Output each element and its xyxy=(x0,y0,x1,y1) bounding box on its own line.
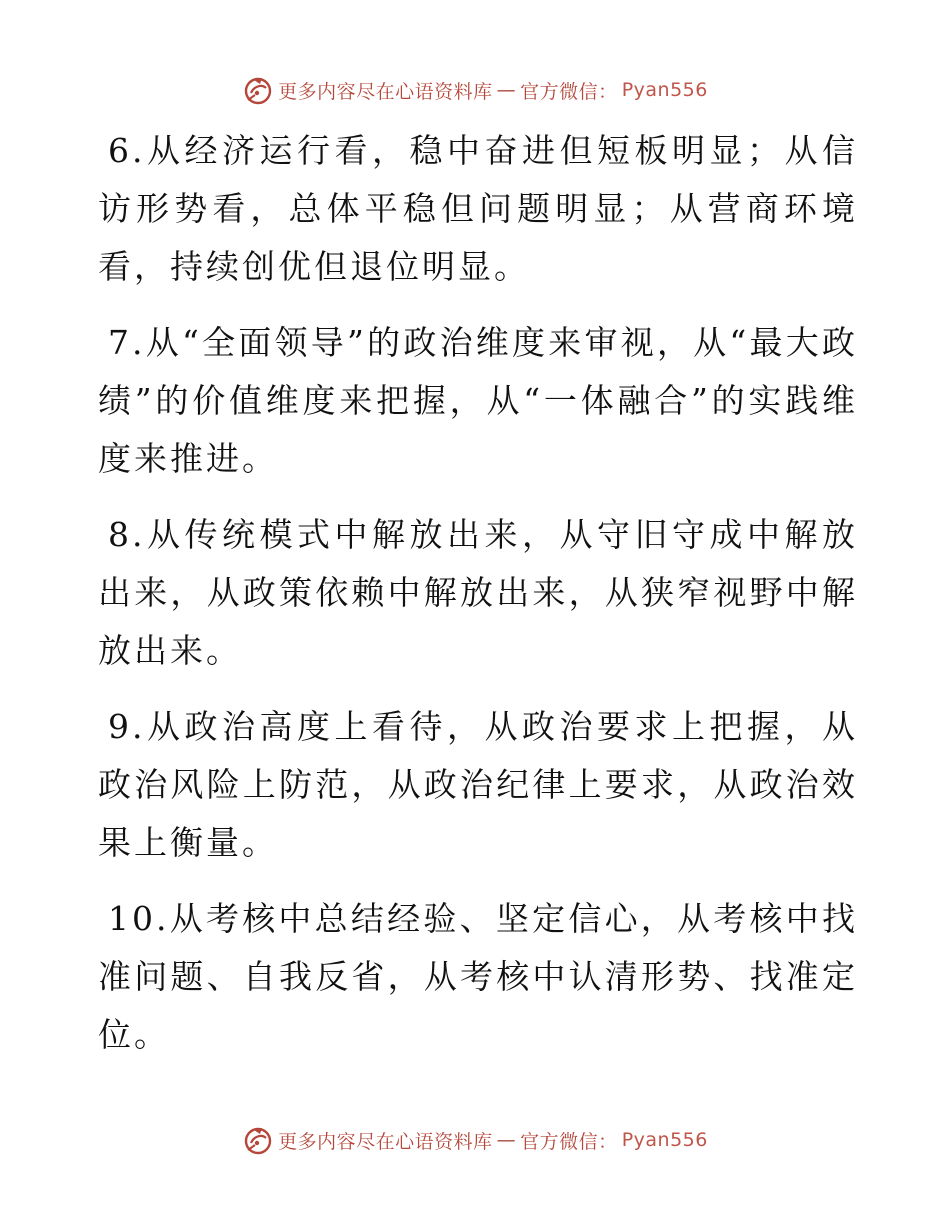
item-number: 8. xyxy=(108,515,146,554)
footer-watermark xyxy=(0,1124,950,1156)
list-item xyxy=(98,314,858,488)
item-text: 从政治高度上看待，从政治要求上把握，从政治风险上防范，从政治纪律上要求，从政治效果上衡量。 xyxy=(98,707,858,862)
item-number: 6. xyxy=(108,131,146,170)
list-item xyxy=(98,122,858,296)
rabbit-pen-logo-icon xyxy=(242,74,274,106)
watermark-wechat-id: Pyan556 xyxy=(621,1129,708,1151)
item-text: 从“全面领导”的政治维度来审视，从“最大政绩”的价值维度来把握，从“一体融合”的实践维度来推进。 xyxy=(98,323,858,478)
header-watermark xyxy=(0,74,950,106)
item-text: 从传统模式中解放出来，从守旧守成中解放出来，从政策依赖中解放出来，从狭窄视野中解放出来。 xyxy=(98,515,858,670)
item-number: 10. xyxy=(108,899,170,938)
rabbit-pen-logo-icon xyxy=(242,1124,274,1156)
list-item xyxy=(98,698,858,872)
watermark-site-text: 更多内容尽在心语资料库 xyxy=(278,1130,493,1153)
item-text: 从考核中总结经验、坚定信心，从考核中找准问题、自我反省，从考核中认清形势、找准定位。 xyxy=(98,899,858,1054)
watermark-separator: — xyxy=(496,1129,517,1151)
watermark-wechat-id: Pyan556 xyxy=(621,79,708,101)
item-number: 9. xyxy=(108,707,146,746)
document-body xyxy=(98,122,858,1082)
item-text: 从经济运行看，稳中奋进但短板明显；从信访形势看，总体平稳但问题明显；从营商环境看，持续创优但退位明显。 xyxy=(98,131,858,286)
watermark-wechat-label: 官方微信： xyxy=(520,80,618,103)
watermark-site-text: 更多内容尽在心语资料库 xyxy=(278,80,493,103)
watermark-wechat-label: 官方微信： xyxy=(520,1130,618,1153)
list-item xyxy=(98,890,858,1064)
item-number: 7. xyxy=(108,323,146,362)
watermark-separator: — xyxy=(496,79,517,101)
list-item xyxy=(98,506,858,680)
